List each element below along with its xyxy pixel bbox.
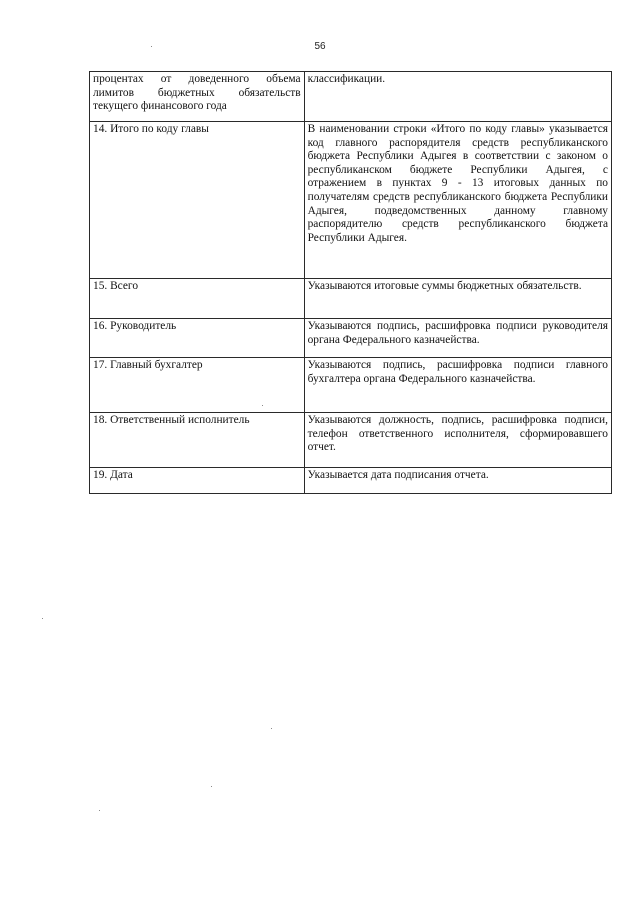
row-description: Указываются должность, подпись, расшифровка подписи, телефон ответственного исполнителя, сформировавшего отчет. — [304, 413, 611, 468]
table-row — [90, 279, 612, 319]
row-label: 17. Главный бухгалтер — [90, 358, 305, 413]
page-number: 56 — [314, 41, 326, 52]
row-label: 14. Итого по коду главы — [90, 122, 305, 279]
document-table — [89, 71, 612, 494]
table-row — [90, 122, 612, 279]
scan-speck — [271, 728, 272, 729]
scan-speck — [42, 618, 43, 619]
row-label: 18. Ответственный исполнитель — [90, 413, 305, 468]
table-row — [90, 358, 612, 413]
row-description: Указываются подпись, расшифровка подписи руководителя органа Федерального казначейства. — [304, 319, 611, 358]
table-row — [90, 413, 612, 468]
row-description: Указывается дата подписания отчета. — [304, 468, 611, 494]
row-description: В наименовании строки «Итого по коду главы» указывается код главного распорядителя средств республиканского бюджета Республики Адыгея в соответствии с законом о республиканском бюджете Республики Адыгея, с отражением в пунктах 9 - 13 итоговых данных по получателям средств республиканского бюджета Республики Адыгея, подведомственных данному главному распорядителю средств республиканского бюджета Республики Адыгея. — [304, 122, 611, 279]
table-row — [90, 468, 612, 494]
table-row — [90, 319, 612, 358]
scan-speck — [99, 810, 100, 811]
row-label: 15. Всего — [90, 279, 305, 319]
scan-speck — [262, 405, 263, 406]
row-label: процентах от доведенного объема лимитов бюджетных обязательств текущего финансового года — [90, 72, 305, 122]
table-row — [90, 72, 612, 122]
row-description: классификации. — [304, 72, 611, 122]
scan-speck — [151, 46, 152, 47]
scan-speck — [211, 786, 212, 787]
row-description: Указываются итоговые суммы бюджетных обязательств. — [304, 279, 611, 319]
row-label: 19. Дата — [90, 468, 305, 494]
row-description: Указываются подпись, расшифровка подписи главного бухгалтера органа Федерального казначейства. — [304, 358, 611, 413]
row-label: 16. Руководитель — [90, 319, 305, 358]
